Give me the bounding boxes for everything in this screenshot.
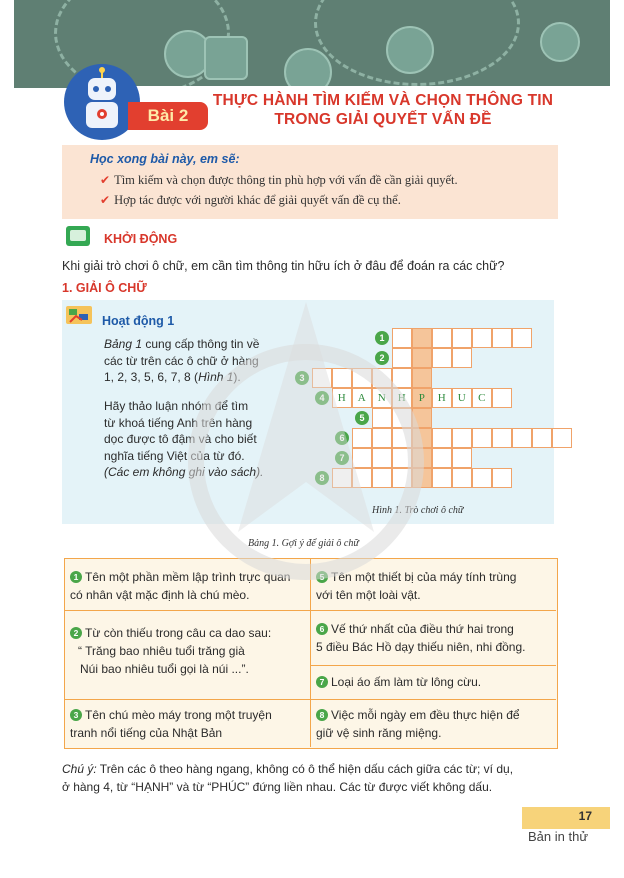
- activity-paragraph-1: [104, 336, 288, 386]
- objective-item: [100, 173, 458, 188]
- lesson-title: [208, 91, 558, 129]
- crossword-cell: H: [392, 388, 412, 408]
- paragraph-line: Bảng 1 cung cấp thông tin về: [104, 337, 260, 351]
- hint-line: [70, 706, 308, 724]
- crossword-key-cell: [412, 368, 432, 388]
- table-divider: [64, 699, 556, 700]
- table-caption: Bảng 1. Gợi ý để giải ô chữ: [248, 538, 359, 549]
- hint-number: 3: [70, 709, 82, 721]
- crossword-cell: [472, 328, 492, 348]
- document-icon: [204, 36, 248, 80]
- hint-line: Núi bao nhiêu tuổi gọi là núi ...”.: [80, 662, 249, 676]
- hint-line: tranh nổi tiếng của Nhật Bản: [70, 726, 223, 740]
- hint-number: 6: [316, 623, 328, 635]
- hint-cell: [70, 568, 308, 604]
- puzzle-map-icon: [64, 302, 94, 326]
- crossword-cell: [432, 448, 452, 468]
- hint-cell: [316, 673, 552, 691]
- crossword-key-cell: [412, 348, 432, 368]
- hint-line: [70, 624, 308, 642]
- paragraph-line: từ khoá tiếng Anh trên hàng: [104, 415, 253, 430]
- hint-cell: [70, 624, 308, 678]
- warmup-question: Khi giải trò chơi ô chữ, em cần tìm thông tin hữu ích ở đâu để đoán ra các chữ?: [62, 259, 505, 273]
- crossword-key-cell: [412, 328, 432, 348]
- hint-line: [70, 568, 308, 586]
- objective-text: Hợp tác được với người khác để giải quyết vấn đề cụ thể.: [114, 193, 401, 207]
- hint-line: giữ vệ sinh răng miệng.: [316, 726, 442, 740]
- crossword-cell: [432, 348, 452, 368]
- paragraph-line: (Các em không ghi vào sách).: [104, 465, 264, 480]
- crossword-cell: [492, 468, 512, 488]
- note-line: [62, 760, 562, 778]
- paragraph-line: 1, 2, 3, 5, 6, 7, 8 (Hình 1).: [104, 370, 241, 385]
- crossword-cell: [332, 468, 352, 488]
- hint-number: 7: [316, 676, 328, 688]
- crossword-row-number: 3: [295, 371, 309, 385]
- hint-line: với tên một loài vật.: [316, 588, 421, 602]
- proof-label: Bản in thử: [528, 829, 589, 844]
- crossword-cell: [532, 428, 552, 448]
- warmup-title: KHỞI ĐỘNG: [104, 232, 178, 246]
- hint-text: Vế thứ nhất của điều thứ hai trong: [331, 622, 514, 636]
- table-divider: [310, 558, 311, 747]
- crossword-cell: H: [332, 388, 352, 408]
- hint-line: có nhân vật mặc định là chú mèo.: [70, 588, 250, 602]
- hint-line: [316, 620, 552, 638]
- objectives-heading: Học xong bài này, em sẽ:: [90, 152, 240, 166]
- gear-icon: [540, 22, 580, 62]
- crossword-key-cell: P: [412, 388, 432, 408]
- crossword-cell: [512, 428, 532, 448]
- crossword-cell: [372, 468, 392, 488]
- crossword-cell: [452, 428, 472, 448]
- hint-line: 5 điều Bác Hồ dạy thiếu niên, nhi đồng.: [316, 640, 526, 654]
- lesson-title-line-2: TRONG GIẢI QUYẾT VẤN ĐỀ: [274, 111, 492, 128]
- hint-text: Tên một thiết bị của máy tính trùng: [331, 570, 517, 584]
- hint-text: Từ còn thiếu trong câu ca dao sau:: [85, 626, 272, 640]
- crossword-cell: H: [432, 388, 452, 408]
- gears-computer-icon: [66, 226, 90, 246]
- hint-line: “ Trăng bao nhiêu tuổi trăng già: [78, 644, 245, 658]
- crossword-cell: [472, 468, 492, 488]
- crossword-cell: [392, 448, 412, 468]
- hint-cell: [316, 568, 552, 604]
- hint-number: 5: [316, 571, 328, 583]
- crossword-cell: [392, 348, 412, 368]
- lesson-title-line-1: THỰC HÀNH TÌM KIẾM VÀ CHỌN THÔNG TIN: [212, 92, 554, 109]
- hint-text: Tên chú mèo máy trong một truyện: [85, 708, 272, 722]
- check-icon: ✔: [100, 173, 111, 187]
- table-divider: [64, 610, 556, 611]
- hint-number: 2: [70, 627, 82, 639]
- crossword-cell: [372, 368, 392, 388]
- refresh-icon: [386, 26, 434, 74]
- note-line: ở hàng 4, từ “HẠNH” và từ “PHÚC” đứng liền nhau. Các từ được viết không dấu.: [62, 780, 493, 794]
- crossword-cell: [452, 328, 472, 348]
- hint-cell: [316, 706, 552, 742]
- crossword-cell: [432, 328, 452, 348]
- paragraph-line: các từ trên các ô chữ ở hàng: [104, 353, 259, 368]
- crossword-cell: [332, 368, 352, 388]
- crossword-grid: [299, 328, 540, 496]
- section-title: 1. GIẢI Ô CHỮ: [62, 281, 147, 295]
- objective-text: Tìm kiếm và chọn được thông tin phù hợp với vấn đề cần giải quyết.: [114, 173, 458, 187]
- crossword-cell: A: [352, 388, 372, 408]
- hint-number: 1: [70, 571, 82, 583]
- paragraph-line: dọc được tô đậm và cho biết: [104, 432, 257, 447]
- crossword-cell: [452, 348, 472, 368]
- crossword-cell: [352, 448, 372, 468]
- figure-ref: Hình 1: [198, 370, 234, 385]
- crossword-cell: [492, 328, 512, 348]
- crossword-key-cell: [412, 408, 432, 428]
- hint-line: [316, 568, 552, 586]
- crossword-cell: [392, 428, 412, 448]
- crossword-row-number: 7: [335, 451, 349, 465]
- crossword-cell: [352, 428, 372, 448]
- crossword-row-number: 2: [375, 351, 389, 365]
- paragraph-line: Hãy thảo luận nhóm để tìm: [104, 399, 249, 413]
- crossword-cell: [512, 328, 532, 348]
- crossword-cell: [352, 468, 372, 488]
- crossword-cell: U: [452, 388, 472, 408]
- crossword-cell: [552, 428, 572, 448]
- crossword-cell: [352, 368, 372, 388]
- crossword-row-number: 1: [375, 331, 389, 345]
- crossword-cell: N: [372, 388, 392, 408]
- check-icon: ✔: [100, 193, 111, 207]
- crossword-cell: [432, 428, 452, 448]
- crossword-row-number: 4: [315, 391, 329, 405]
- activity-title: Hoạt động 1: [102, 314, 175, 328]
- crossword-cell: [312, 368, 332, 388]
- crossword-row-number: 8: [315, 471, 329, 485]
- crossword-cell: [392, 408, 412, 428]
- crossword-row-number: 5: [355, 411, 369, 425]
- crossword-row-number: 6: [335, 431, 349, 445]
- crossword-cell: [492, 388, 512, 408]
- crossword-cell: [392, 368, 412, 388]
- crossword-key-cell: [412, 468, 432, 488]
- hint-number: 8: [316, 709, 328, 721]
- crossword-cell: [452, 468, 472, 488]
- hint-line: [316, 673, 552, 691]
- hint-line: [316, 706, 552, 724]
- paragraph-line: nghĩa tiếng Việt của từ đó.: [104, 448, 245, 463]
- hint-cell: [316, 620, 552, 656]
- crossword-cell: [452, 448, 472, 468]
- table-ref: Bảng 1: [104, 337, 143, 351]
- crossword-cell: [372, 428, 392, 448]
- crossword-key-cell: [412, 448, 432, 468]
- objective-item: [100, 193, 401, 208]
- note-text: Trên các ô theo hàng ngang, không có ô thể hiện dấu cách giữa các từ; ví dụ,: [96, 762, 514, 776]
- hint-text: Tên một phần mềm lập trình trực quan: [85, 570, 291, 584]
- crossword-cell: [472, 428, 492, 448]
- activity-paragraph-2: [104, 398, 288, 481]
- lesson-number-tag: Bài 2: [128, 102, 208, 130]
- crossword-cell: [492, 428, 512, 448]
- note-paragraph: [62, 760, 562, 796]
- hint-text: Việc mỗi ngày em đều thực hiện để: [331, 708, 520, 722]
- crossword-cell: [372, 448, 392, 468]
- crossword-key-cell: [412, 428, 432, 448]
- crossword-cell: [372, 408, 392, 428]
- crossword-cell: C: [472, 388, 492, 408]
- hint-text: Loại áo ấm làm từ lông cừu.: [331, 675, 482, 689]
- crossword-cell: [432, 468, 452, 488]
- table-divider: [311, 665, 556, 666]
- crossword-cell: [392, 328, 412, 348]
- page-number: 17: [578, 809, 592, 823]
- hint-cell: [70, 706, 308, 742]
- note-label: Chú ý:: [62, 762, 97, 776]
- crossword-cell: [392, 468, 412, 488]
- crossword-caption: Hình 1. Trò chơi ô chữ: [372, 505, 464, 516]
